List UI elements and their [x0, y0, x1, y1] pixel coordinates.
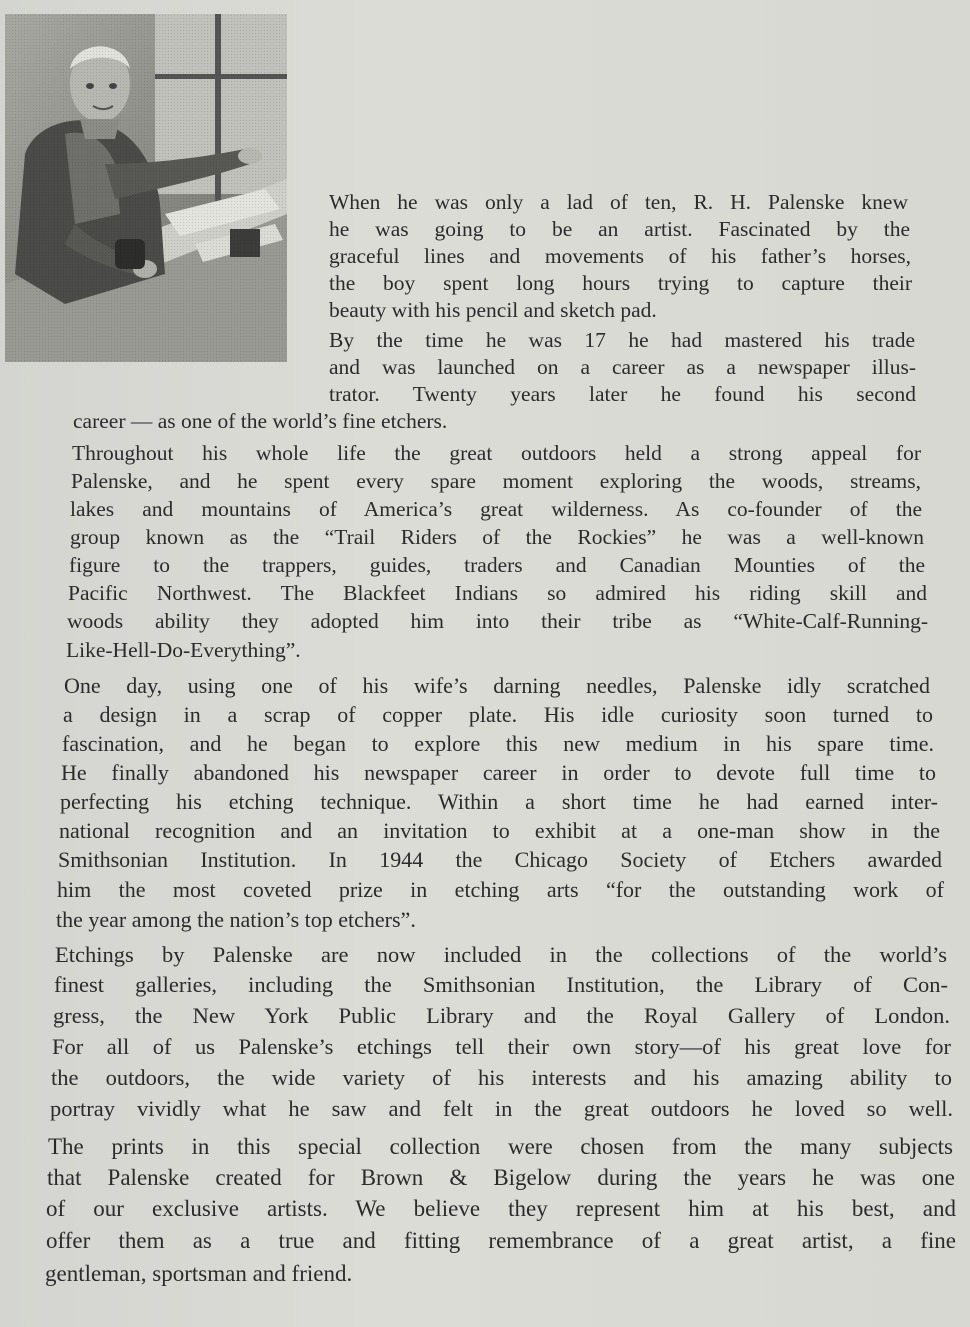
- text-line: perfecting his etching technique. Within a short time he had earned inter-: [60, 789, 938, 814]
- text-line: woods ability they adopted him into their tribe as “White-Calf-Running-: [67, 609, 928, 633]
- text-line: Palenske, and he spent every spare moment exploring the woods, streams,: [71, 469, 921, 493]
- text-line: graceful lines and movements of his father’s horses,: [329, 244, 911, 268]
- text-line: him the most coveted prize in etching arts “for the outstanding work of: [57, 877, 944, 902]
- text-line: Throughout his whole life the great outdoors held a strong appeal for: [72, 441, 921, 465]
- text-line: gentleman, sportsman and friend.: [45, 1261, 353, 1286]
- text-line: fascination, and he began to explore this new medium in his spare time.: [62, 731, 934, 756]
- text-line: trator. Twenty years later he found his second: [329, 382, 916, 406]
- text-line: Pacific Northwest. The Blackfeet Indians so admired his riding skill and: [68, 581, 927, 605]
- text-line: When he was only a lad of ten, R. H. Palenske knew: [329, 190, 908, 214]
- text-line: the boy spent long hours trying to capture their: [329, 271, 912, 295]
- text-line: beauty with his pencil and sketch pad.: [329, 298, 657, 322]
- text-line: career — as one of the world’s fine etchers.: [73, 409, 448, 433]
- text-line: the outdoors, the wide variety of his interests and his amazing ability to: [51, 1065, 952, 1090]
- text-line: portray vividly what he saw and felt in the great outdoors he loved so well.: [50, 1096, 953, 1121]
- text-line: and was launched on a career as a newspaper illus-: [329, 355, 916, 379]
- text-line: Like-Hell-Do-Everything”.: [66, 638, 301, 662]
- text-line: group known as the “Trail Riders of the Rockies” he was a well-known: [70, 525, 924, 549]
- text-line: Etchings by Palenske are now included in the collections of the world’s: [55, 942, 947, 967]
- text-line: The prints in this special collection were chosen from the many subjects: [48, 1134, 953, 1159]
- text-line: national recognition and an invitation to exhibit at a one-man show in the: [59, 818, 940, 843]
- text-line: One day, using one of his wife’s darning needles, Palenske idly scratched: [64, 673, 930, 698]
- text-line: the year among the nation’s top etchers”.: [56, 907, 416, 932]
- text-line: that Palenske created for Brown & Bigelow during the years he was one: [47, 1165, 955, 1190]
- text-line: he was going to be an artist. Fascinated by the: [329, 217, 910, 241]
- text-line: of our exclusive artists. We believe they represent him at his best, and: [46, 1196, 956, 1221]
- text-line: lakes and mountains of America’s great wilderness. As co-founder of the: [70, 497, 922, 521]
- text-line: He finally abandoned his newspaper career in order to devote full time to: [61, 760, 936, 785]
- text-line: a design in a scrap of copper plate. His idle curiosity soon turned to: [63, 702, 933, 727]
- artist-portrait-photo: [5, 14, 287, 362]
- text-line: For all of us Palenske’s etchings tell their own story—of his great love for: [52, 1034, 951, 1059]
- text-line: offer them as a true and fitting remembrance of a great artist, a fine: [46, 1228, 956, 1253]
- text-line: gress, the New York Public Library and the Royal Gallery of London.: [53, 1003, 950, 1028]
- text-line: Smithsonian Institution. In 1944 the Chicago Society of Etchers awarded: [58, 847, 942, 872]
- text-line: finest galleries, including the Smithsonian Institution, the Library of Con-: [54, 972, 948, 997]
- text-line: By the time he was 17 he had mastered his trade: [329, 328, 915, 352]
- text-line: figure to the trappers, guides, traders and Canadian Mounties of the: [69, 553, 925, 577]
